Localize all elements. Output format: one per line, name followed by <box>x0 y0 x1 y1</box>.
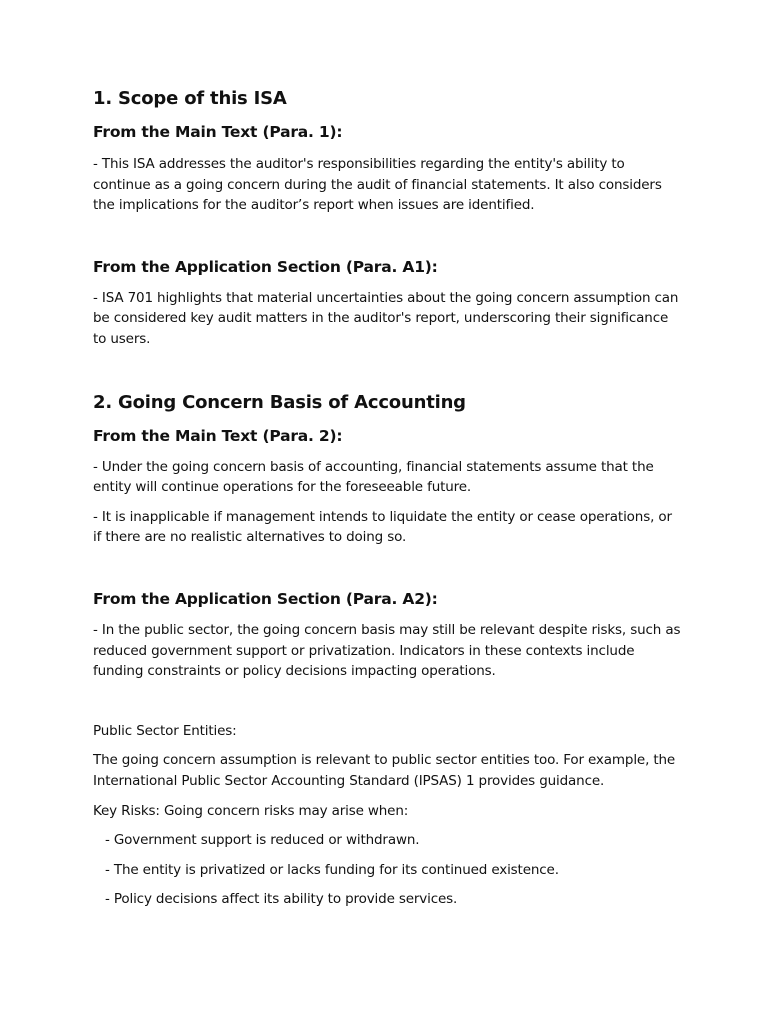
public-sector-label: Public Sector Entities: <box>93 722 237 739</box>
risk-item-1: - Government support is reduced or withdrawn. <box>105 832 420 849</box>
public-sector-paragraph: The going concern assumption is relevant to public sector entities too. For example, the International Public Sector Accounting Standard (IPSAS) 1 provides guidance. <box>93 752 676 789</box>
section-2-app-heading: From the Application Section (Para. A2): <box>93 589 438 608</box>
section-1-title: 1. Scope of this ISA <box>93 88 287 109</box>
document-page <box>93 86 683 910</box>
risk-item-3: - Policy decisions affect its ability to provide services. <box>105 891 458 908</box>
section-2-main-paragraph-1: - Under the going concern basis of accounting, financial statements assume that the entity will continue operations for the foreseeable future. <box>93 458 654 496</box>
section-1-main-paragraph: - This ISA addresses the auditor's responsibilities regarding the entity's ability to continue as a going concern during the audit of financial statements. It also considers the implications for the auditor’s report when issues are identified. <box>93 156 662 214</box>
key-risks-intro: Key Risks: Going concern risks may arise when: <box>93 802 409 819</box>
section-1-app-heading: From the Application Section (Para. A1): <box>93 257 438 276</box>
section-2-title: 2. Going Concern Basis of Accounting <box>93 391 466 413</box>
section-1-main-heading: From the Main Text (Para. 1): <box>93 123 343 141</box>
section-2-app-paragraph: - In the public sector, the going concern basis may still be relevant despite risks, such as reduced government support or privatization. Indicators in these contexts include funding constraints or policy decisions impacting operations. <box>93 621 681 680</box>
risk-item-2: - The entity is privatized or lacks funding for its continued existence. <box>105 861 559 878</box>
section-1-app-paragraph: - ISA 701 highlights that material uncertainties about the going concern assumption can be considered key audit matters in the auditor's report, underscoring their significance to users. <box>93 289 679 347</box>
section-2-main-paragraph-2: - It is inapplicable if management intends to liquidate the entity or cease operations, or if there are no realistic alternatives to doing so. <box>93 508 672 546</box>
section-2-main-heading: From the Main Text (Para. 2): <box>93 426 343 445</box>
